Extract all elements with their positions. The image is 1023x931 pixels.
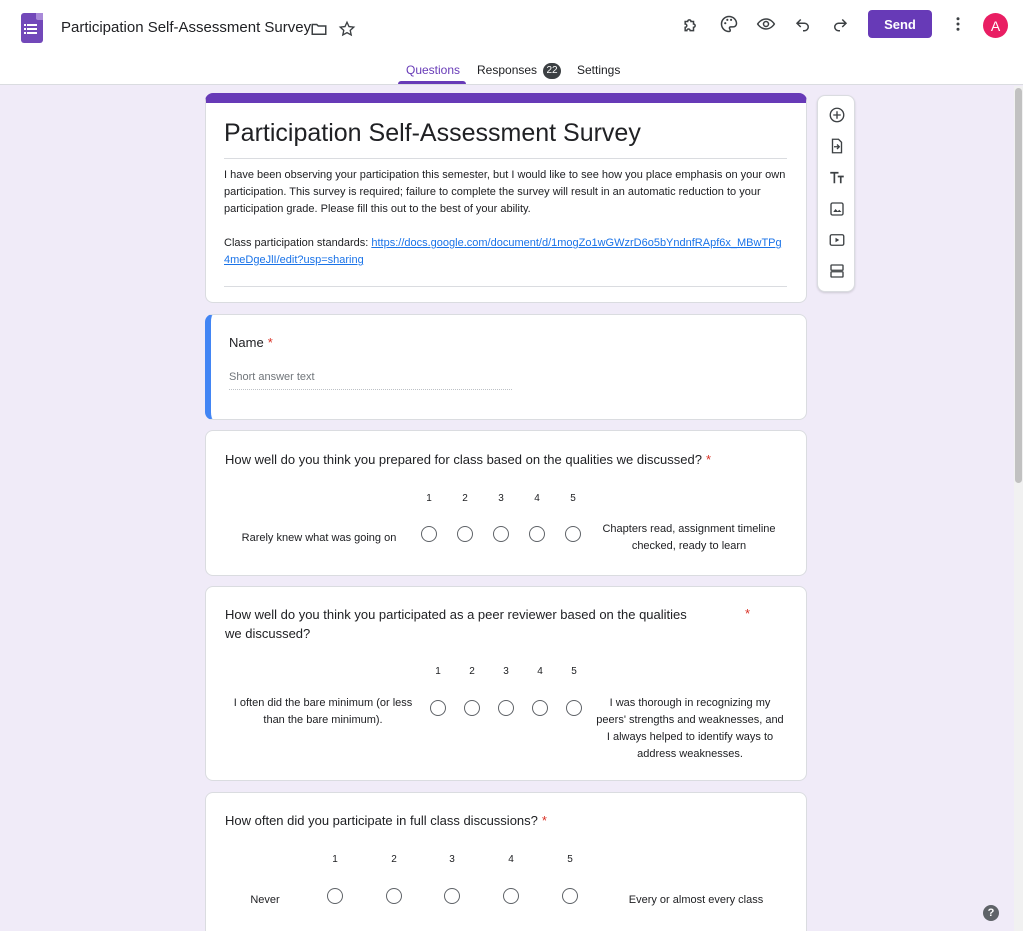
palette-icon[interactable] [715, 10, 743, 38]
standards-link[interactable]: https://docs.google.com/document/d/1mogZo1wGWzrD6o5bYndnfRApf6x_MBwTPg4meDgeJlI/edit?usp=sharing [224, 237, 782, 266]
form-title[interactable]: Participation Self-Assessment Survey [224, 119, 787, 159]
scale-high-label: Chapters read, assignment timeline checked, ready to learn [602, 523, 776, 552]
question-title[interactable] [225, 811, 547, 830]
add-image-icon[interactable] [826, 198, 848, 220]
scale-number: 5 [571, 666, 577, 677]
scale-radio-1[interactable] [421, 526, 437, 542]
question-title[interactable] [229, 333, 273, 352]
scale-radio-5[interactable] [566, 700, 582, 716]
scale-number: 1 [435, 666, 441, 677]
scale-radio-2[interactable] [457, 526, 473, 542]
question-card-name[interactable] [205, 314, 807, 420]
help-button[interactable]: ? [983, 905, 999, 921]
question-toolbar [817, 95, 855, 292]
add-section-icon[interactable] [826, 260, 848, 282]
import-questions-icon[interactable] [826, 135, 848, 157]
tab-settings[interactable]: Settings [577, 63, 621, 77]
tab-responses-label: Responses [477, 63, 538, 78]
scale-radio-1[interactable] [327, 888, 343, 904]
scale-number: 3 [503, 666, 509, 677]
question-title[interactable] [225, 605, 705, 643]
form-header-card[interactable] [205, 93, 807, 303]
form-description[interactable] [224, 167, 787, 269]
question-title-text: How well do you think you participated as a peer reviewer based on the qualities we discussed? [225, 607, 687, 641]
send-button[interactable]: Send [868, 10, 932, 38]
add-title-icon[interactable] [826, 167, 848, 189]
addons-icon[interactable] [677, 10, 705, 38]
avatar[interactable]: A [983, 13, 1008, 38]
active-tab-indicator [398, 81, 466, 84]
scale-number: 4 [537, 666, 543, 677]
scale-radio-5[interactable] [565, 526, 581, 542]
question-title-text: How well do you think you prepared for class based on the qualities we discussed? [225, 452, 702, 467]
scale-low-label: Never [250, 894, 280, 906]
responses-count-badge: 22 [543, 63, 561, 79]
scale-number: 2 [391, 854, 397, 865]
scale-radio-4[interactable] [529, 526, 545, 542]
folder-icon[interactable] [305, 15, 333, 43]
scale-number: 2 [469, 666, 475, 677]
redo-icon[interactable] [826, 10, 854, 38]
question-card-linear-scale[interactable] [205, 586, 807, 781]
required-asterisk: * [705, 452, 711, 467]
required-asterisk: * [745, 606, 751, 621]
scale-radio-2[interactable] [386, 888, 402, 904]
scale-number: 1 [426, 493, 432, 504]
question-card-linear-scale[interactable] [205, 430, 807, 576]
add-video-icon[interactable] [826, 229, 848, 251]
question-title-text: How often did you participate in full class discussions? [225, 813, 538, 828]
scale-number: 3 [449, 854, 455, 865]
scale-radio-3[interactable] [493, 526, 509, 542]
scale-radio-4[interactable] [532, 700, 548, 716]
question-title[interactable] [225, 450, 711, 469]
scale-number: 4 [534, 493, 540, 504]
scrollbar-thumb[interactable] [1015, 88, 1022, 483]
scale-radio-1[interactable] [430, 700, 446, 716]
scale-radio-5[interactable] [562, 888, 578, 904]
scale-number: 5 [570, 493, 576, 504]
page-scrollbar[interactable] [1014, 86, 1023, 931]
tab-questions[interactable]: Questions [406, 63, 461, 77]
scale-low-label: I often did the bare minimum (or less than the bare minimum). [233, 697, 413, 726]
scale-radio-4[interactable] [503, 888, 519, 904]
form-tabs [0, 60, 1023, 85]
app-bar [0, 0, 1023, 85]
more-icon[interactable] [944, 10, 972, 38]
form-description-text: I have been observing your participation this semester, but I would like to see how you place emphasis on your own participation. This survey is required; failure to complete the survey will result in an automatic reduction to your participation grade. Please fill this out to the best of your ability. [224, 169, 786, 215]
standards-label: Class participation standards: [224, 237, 372, 249]
scale-radio-3[interactable] [498, 700, 514, 716]
star-icon[interactable] [333, 15, 361, 43]
undo-icon[interactable] [789, 10, 817, 38]
scale-number: 2 [462, 493, 468, 504]
scale-high-label: Every or almost every class [628, 894, 764, 906]
scale-high-label: I was thorough in recognizing my peers' strengths and weaknesses, and I always helped to identify ways to address weaknesses. [596, 697, 784, 760]
short-answer-input[interactable]: Short answer text [229, 371, 512, 390]
scale-number: 5 [567, 854, 573, 865]
question-card-linear-scale[interactable] [205, 792, 807, 931]
add-question-icon[interactable] [826, 104, 848, 126]
tab-responses[interactable] [477, 63, 561, 79]
preview-icon[interactable] [752, 10, 780, 38]
scale-number: 4 [508, 854, 514, 865]
scale-low-label: Rarely knew what was going on [241, 532, 397, 544]
scale-number: 1 [332, 854, 338, 865]
forms-logo-icon[interactable] [21, 13, 43, 43]
question-title-text: Name [229, 335, 264, 350]
scale-number: 3 [498, 493, 504, 504]
description-underline [224, 286, 787, 287]
required-asterisk: * [267, 335, 273, 350]
required-asterisk: * [541, 813, 547, 828]
scale-radio-3[interactable] [444, 888, 460, 904]
form-name[interactable]: Participation Self-Assessment Survey [61, 19, 312, 36]
scale-radio-2[interactable] [464, 700, 480, 716]
